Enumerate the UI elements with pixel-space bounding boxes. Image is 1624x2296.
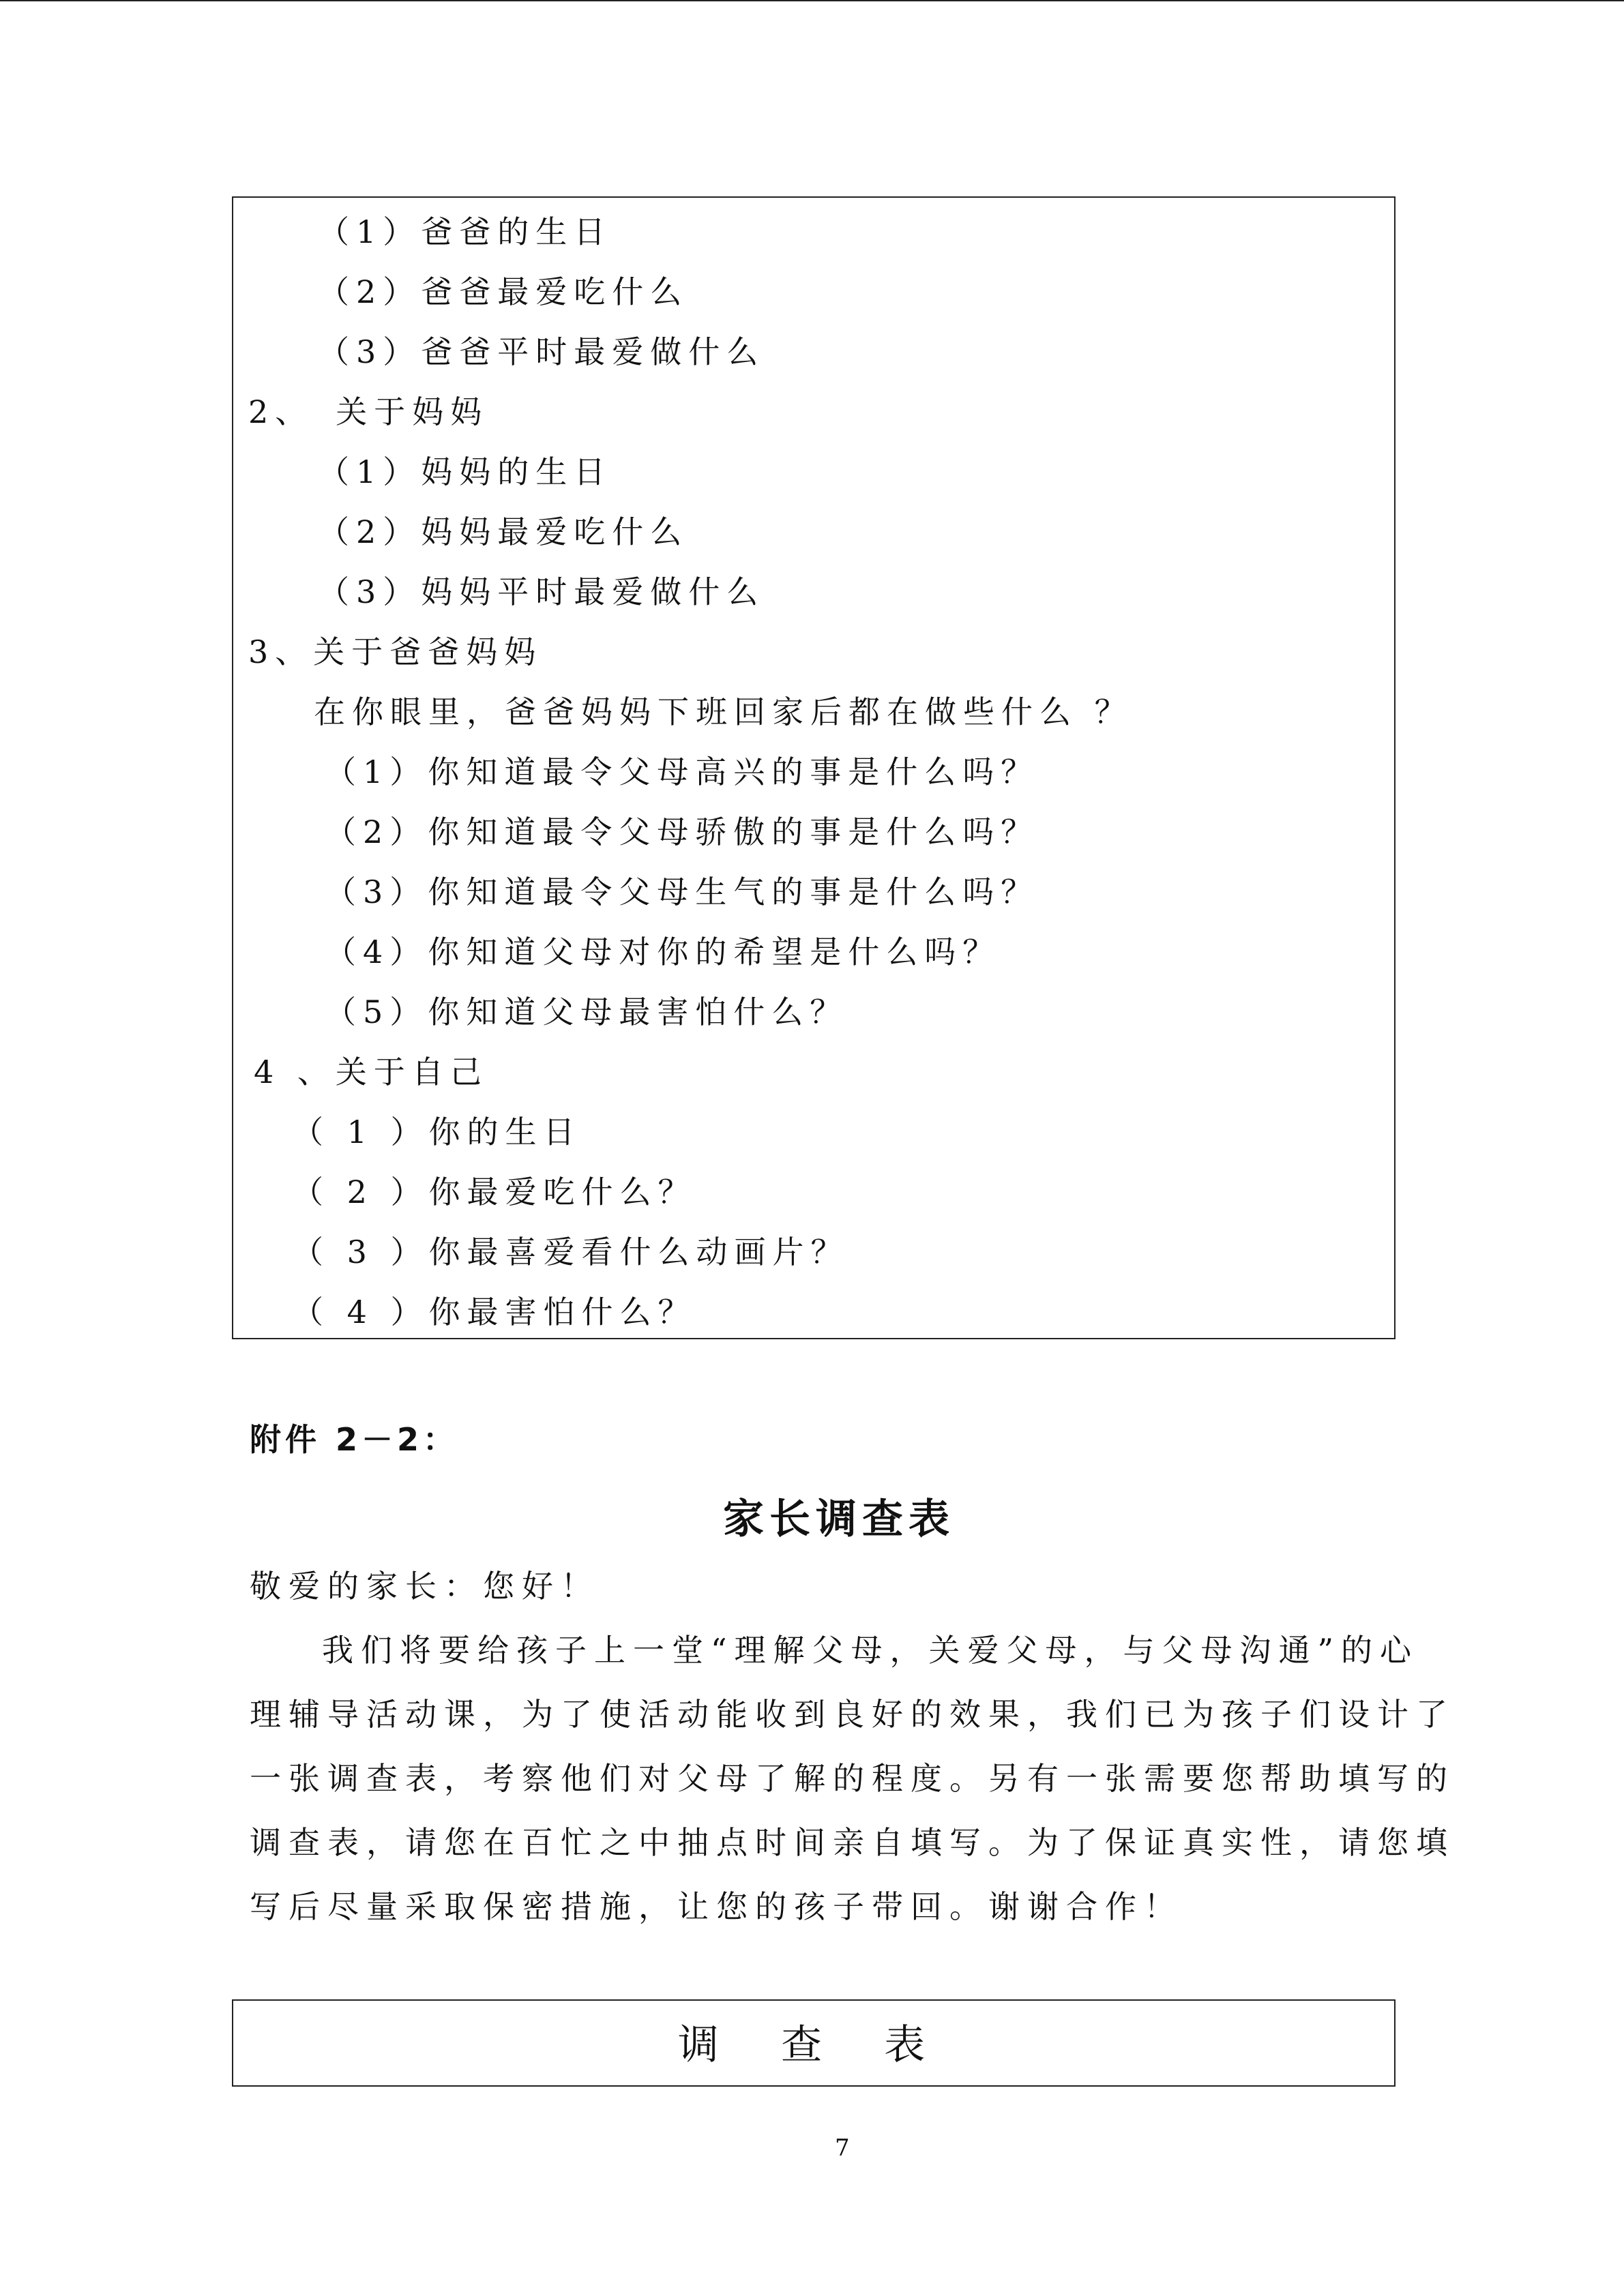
survey-item: （ 4 ）你最害怕什么？	[292, 1294, 696, 1330]
student-survey-box	[232, 196, 1396, 1339]
attachment-label: 附件 2－2：	[250, 1421, 459, 1458]
greeting: 敬爱的家长：您好！	[250, 1568, 600, 1605]
survey-section-heading: 4 、关于自己	[254, 1054, 488, 1090]
parent-survey-title: 家长调查表	[723, 1495, 955, 1543]
survey-item: （3）妈妈平时最爱做什么	[318, 573, 765, 610]
survey-item: （1）爸爸的生日	[318, 213, 612, 250]
letter-line: 我们将要给孩子上一堂“理解父母，关爱父母，与父母沟通”的心	[322, 1632, 1419, 1669]
survey-section-heading: 3、关于爸爸妈妈	[248, 633, 543, 670]
survey-table-header	[232, 1999, 1396, 2087]
survey-item: （2）妈妈最爱吃什么	[318, 513, 689, 550]
page-number: 7	[835, 2134, 850, 2162]
survey-item: 在你眼里，爸爸妈妈下班回家后都在做些什么 ？	[314, 694, 1133, 730]
survey-table-title: 调 查 表	[677, 2021, 950, 2069]
survey-item: （1）你知道最令父母高兴的事是什么吗？	[325, 754, 1039, 790]
survey-item: （ 1 ）你的生日	[292, 1114, 582, 1150]
survey-item: （ 2 ）你最爱吃什么？	[292, 1174, 696, 1210]
survey-item: （3）爸爸平时最爱做什么	[318, 333, 765, 370]
survey-item: （4）你知道父母对你的希望是什么吗？	[325, 934, 1001, 970]
survey-section-heading: 2、 关于妈妈	[248, 393, 489, 430]
letter-line: 理辅导活动课，为了使活动能收到良好的效果，我们已为孩子们设计了	[250, 1696, 1455, 1733]
letter-line: 写后尽量采取保密措施，让您的孩子带回。谢谢合作！	[250, 1888, 1183, 1925]
survey-item: （2）你知道最令父母骄傲的事是什么吗？	[325, 814, 1039, 850]
page-top-rule	[0, 0, 1624, 1]
letter-line: 一张调查表，考察他们对父母了解的程度。另有一张需要您帮助填写的	[250, 1760, 1455, 1797]
survey-item: （5）你知道父母最害怕什么？	[325, 994, 848, 1030]
survey-item: （ 3 ）你最喜爱看什么动画片？	[292, 1234, 849, 1270]
survey-item: （1）妈妈的生日	[318, 453, 612, 490]
letter-line: 调查表，请您在百忙之中抽点时间亲自填写。为了保证真实性，请您填	[250, 1824, 1455, 1861]
survey-item: （3）你知道最令父母生气的事是什么吗？	[325, 874, 1039, 910]
survey-item: （2）爸爸最爱吃什么	[318, 273, 689, 310]
